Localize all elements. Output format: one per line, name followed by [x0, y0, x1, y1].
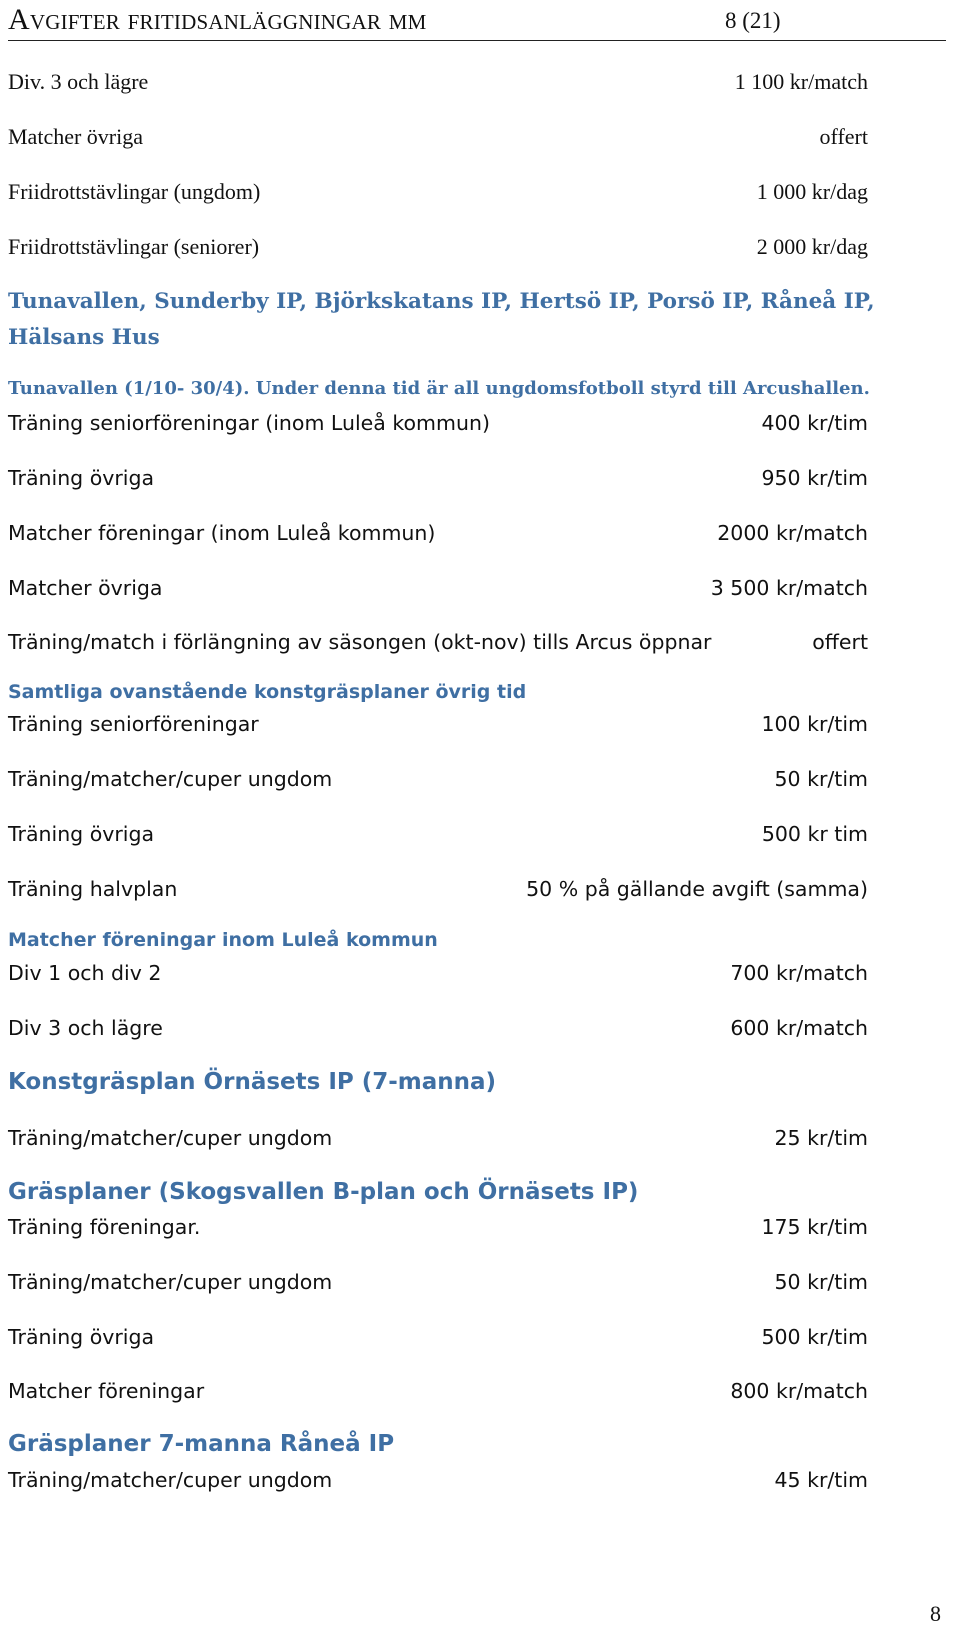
fee-value: 600 kr/match — [730, 1016, 868, 1040]
fee-label: Träning övriga — [8, 466, 155, 490]
fee-label: Träning övriga — [8, 1325, 155, 1349]
fee-label: Matcher föreningar — [8, 1379, 205, 1403]
fee-value: 50 % på gällande avgift (samma) — [526, 877, 868, 901]
fee-label: Träning seniorföreningar (inom Luleå kommun) — [8, 411, 490, 435]
fee-label: Träning halvplan — [8, 877, 178, 901]
fee-value: 700 kr/match — [730, 961, 868, 985]
section-heading: Gräsplaner 7-manna Råneå IP — [8, 1431, 395, 1457]
fee-value: 400 kr/tim — [761, 411, 868, 435]
fee-label: Träning seniorföreningar — [8, 712, 259, 736]
fee-label: Träning/matcher/cuper ungdom — [8, 1126, 333, 1150]
fee-value: offert — [812, 630, 868, 654]
fee-label: Div. 3 och lägre — [8, 69, 149, 94]
fee-label: Matcher övriga — [8, 576, 163, 600]
fee-value: 1 000 kr/dag — [756, 179, 868, 204]
fee-value: 500 kr tim — [761, 822, 868, 846]
section-heading: Konstgräsplan Örnäsets IP (7-manna) — [8, 1069, 497, 1095]
fee-label: Träning/matcher/cuper ungdom — [8, 767, 333, 791]
fee-label: Träning/matcher/cuper ungdom — [8, 1270, 333, 1294]
fee-value: 175 kr/tim — [761, 1215, 868, 1239]
fee-value: 3 500 kr/match — [710, 576, 868, 600]
fee-label: Friidrottstävlingar (seniorer) — [8, 234, 260, 259]
fee-value: 950 kr/tim — [761, 466, 868, 490]
fee-value: offert — [819, 124, 868, 149]
fee-value: 50 kr/tim — [774, 1270, 868, 1294]
fee-value: 25 kr/tim — [774, 1126, 868, 1150]
fee-value: 50 kr/tim — [774, 767, 868, 791]
section-heading: Gräsplaner (Skogsvallen B-plan och Örnäsets IP) — [8, 1179, 639, 1205]
header-title: Avgifter fritidsanläggningar mm — [8, 3, 427, 36]
fee-label: Div 1 och div 2 — [8, 961, 162, 985]
section-heading: Matcher föreningar inom Luleå kommun — [8, 929, 438, 951]
fee-value: 800 kr/match — [730, 1379, 868, 1403]
fee-value: 2000 kr/match — [717, 521, 868, 545]
section-heading: Samtliga ovanstående konstgräsplaner övrig tid — [8, 681, 527, 703]
fee-label: Träning/matcher/cuper ungdom — [8, 1468, 333, 1492]
footer-page-number: 8 — [930, 1601, 941, 1626]
fee-value: 45 kr/tim — [774, 1468, 868, 1492]
section-heading: Tunavallen, Sunderby IP, Björkskatans IP, Hertsö IP, Porsö IP, Råneå IP, Hälsans Hus — [8, 289, 875, 350]
header-page-count: 8 (21) — [725, 8, 781, 33]
fee-value: 500 kr/tim — [761, 1325, 868, 1349]
fee-label: Träning övriga — [8, 822, 155, 846]
fee-label: Div 3 och lägre — [8, 1016, 163, 1040]
fee-value: 100 kr/tim — [761, 712, 868, 736]
fee-value: 2 000 kr/dag — [756, 234, 868, 259]
section-note: Tunavallen (1/10- 30/4). Under denna tid är all ungdomsfotboll styrd till Arcushallen. — [8, 378, 870, 399]
fee-value: 1 100 kr/match — [734, 69, 868, 94]
fee-label: Matcher föreningar (inom Luleå kommun) — [8, 521, 436, 545]
fee-label: Friidrottstävlingar (ungdom) — [8, 179, 261, 204]
fee-label: Träning/match i förlängning av säsongen (okt-nov) tills Arcus öppnar — [8, 630, 712, 654]
page-header — [8, 2, 946, 41]
fee-label: Matcher övriga — [8, 124, 143, 149]
fee-label: Träning föreningar. — [8, 1215, 201, 1239]
